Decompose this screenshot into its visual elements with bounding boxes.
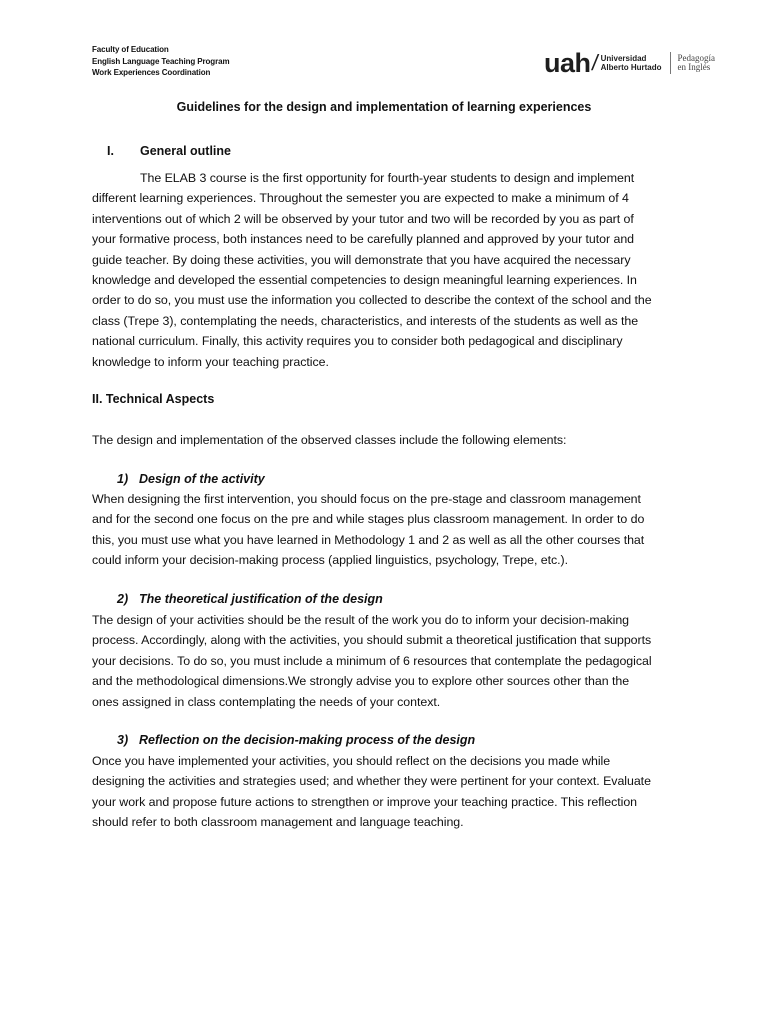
- section-2-heading: II. Technical Aspects: [92, 392, 215, 406]
- item-3-number: 3): [117, 733, 129, 747]
- paragraph-line: guide teacher. By doing these activities, you will demonstrate that you have acquired the necessary: [92, 252, 631, 267]
- logo-program-name: [678, 54, 716, 73]
- paragraph-line: and the methodological dimensions.We strongly advise you to explore other sources other than the: [92, 674, 630, 689]
- paragraph-line: ones assigned in class contemplating the needs of your context.: [92, 694, 441, 709]
- header-program: English Language Teaching Program: [92, 56, 230, 66]
- paragraph-line: Once you have implemented your activities, you should reflect on the decisions you made while: [92, 754, 611, 768]
- paragraph-line: your formative process, both instances need to be carefully planned and approved by your tutor and: [92, 232, 635, 247]
- item-2-number: 2): [117, 592, 129, 606]
- item-1-paragraph: [92, 489, 682, 571]
- paragraph-line: process. Accordingly, along with the activities, you should submit a theoretical justification that supports: [92, 633, 652, 648]
- item-1-label: Design of the activity: [139, 472, 265, 486]
- paragraph-line: When designing the first intervention, you should focus on the pre-stage and classroom management: [92, 492, 641, 506]
- paragraph-line: and for the second one focus on the pre and while stages plus classroom management. In order to do: [92, 512, 645, 527]
- logo-mark: uah: [544, 47, 591, 78]
- item-2-heading: [117, 592, 383, 606]
- item-2-label: The theoretical justification of the design: [139, 592, 383, 606]
- paragraph-line: could inform your decision-making process (applied linguistics, psychology, Trepe, etc.).: [92, 553, 569, 568]
- item-1-heading: [117, 472, 265, 486]
- section-1-paragraph: [92, 168, 682, 372]
- item-1-number: 1): [117, 472, 129, 486]
- section-1-label: General outline: [140, 144, 231, 158]
- item-2-paragraph: [92, 610, 682, 712]
- item-3-label: Reflection on the decision-making process of the design: [139, 733, 476, 747]
- paragraph-line: knowledge to inform your teaching practice.: [92, 354, 329, 369]
- paragraph-line: this, you must use what you have learned in Methodology 1 and 2 as well as all the other courses that: [92, 532, 645, 547]
- paragraph-line: national curriculum. Finally, this activity requires you to consider both pedagogical and disciplinary: [92, 334, 623, 349]
- paragraph-line: should refer to both classroom management and language teaching.: [92, 815, 464, 830]
- header-coordination: Work Experiences Coordination: [92, 68, 211, 77]
- section-2-intro: [92, 430, 682, 450]
- logo-slash: /: [589, 50, 600, 75]
- paragraph-line: knowledge and developed the essential competencies to design meaningful learning experiences. In: [92, 273, 637, 288]
- paragraph-line: The design and implementation of the observed classes include the following elements:: [92, 433, 567, 447]
- paragraph-line: different learning experiences. Throughout the semester you are expected to make a minimum of 4: [92, 191, 629, 206]
- paragraph-line: The design of your activities should be the result of the work you do to inform your decision-making: [92, 613, 630, 627]
- paragraph-line: class (Trepe 3), contemplating the needs, characteristics, and interests of the students as well as the: [92, 313, 639, 328]
- logo-divider: [670, 52, 671, 74]
- section-1-heading: [107, 144, 231, 158]
- section-1-number: I.: [107, 144, 114, 158]
- header-faculty: Faculty of Education: [92, 45, 169, 54]
- paragraph-line: interventions out of which 2 will be observed by your tutor and two will be recorded by you as part of: [92, 211, 634, 226]
- paragraph-line: your decisions. To do so, you must include a minimum of 6 resources that contemplate the pedagogical: [92, 653, 652, 668]
- paragraph-line: your work and propose future actions to strengthen or improve your teaching practice. This reflection: [92, 794, 638, 809]
- item-3-heading: [117, 733, 475, 747]
- logo-uni-line1: Universidad: [600, 54, 647, 63]
- logo-ped-line1: Pedagogía: [677, 52, 716, 63]
- paragraph-line: designing the activities and strategies used; and whether they were pertinent for your context. Evaluate: [92, 774, 651, 789]
- logo-ped-line2: en Inglés: [677, 62, 711, 72]
- document-title: Guidelines for the design and implementation of learning experiences: [176, 100, 592, 114]
- uah-logo: [544, 48, 715, 78]
- logo-university-name: [601, 54, 662, 72]
- item-3-paragraph: [92, 751, 682, 833]
- header-institution: [92, 44, 229, 79]
- paragraph-line: The ELAB 3 course is the first opportunity for fourth-year students to design and implement: [140, 171, 635, 185]
- paragraph-line: order to do so, you must use the information you collected to describe the context of the school and the: [92, 293, 652, 308]
- logo-uni-line2: Alberto Hurtado: [600, 63, 662, 72]
